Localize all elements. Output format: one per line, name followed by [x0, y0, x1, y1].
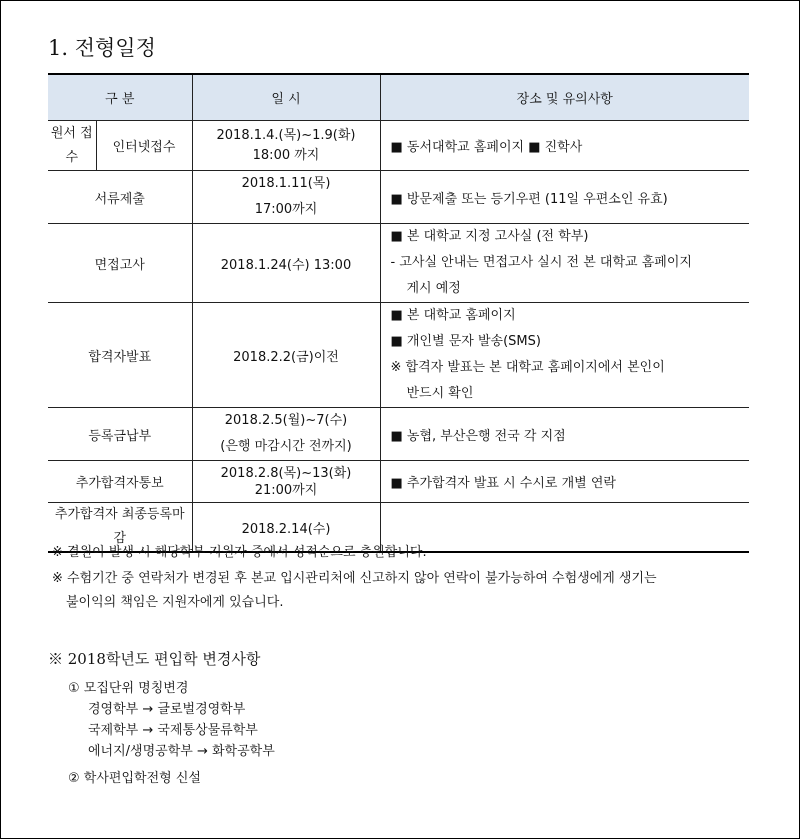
table-header-row [48, 74, 749, 121]
row-name: 추가합격자 최종등록마감 [48, 503, 192, 553]
footnote: ※ 결원이 발생 시 해당학부 지원자 중에서 성적순으로 충원합니다. [52, 545, 427, 560]
row-notes [380, 303, 749, 408]
change-item: ① 모집단위 명칭변경 [68, 681, 189, 696]
changes-list [68, 678, 275, 789]
note-line: ■ 추가합격자 발표 시 수시로 개별 연락 [390, 476, 616, 491]
note-line: ■ 농협, 부산은행 전국 각 지점 [390, 428, 566, 444]
rename-line: 경영학부 → 글로벌경영학부 [88, 702, 246, 717]
header-datetime: 일 시 [192, 74, 380, 121]
note-line: ■ 동서대학교 홈페이지 ■ 진학사 [390, 140, 583, 155]
section-title: 1. 전형일정 [48, 36, 156, 60]
row-name: 면접고사 [48, 224, 192, 303]
date-line: 2018.2.8(목)~13(화) [220, 465, 352, 481]
note-line: 게시 예정 [406, 281, 461, 296]
note-line: 반드시 확인 [406, 386, 474, 401]
rename-line: 국제학부 → 국제통상물류학부 [88, 723, 258, 738]
date-line: 21:00까지 [254, 482, 318, 498]
footnote: ※ 수험기간 중 연락처가 변경된 후 본교 입시관리처에 신고하지 않아 연락이 불가능하여 수험생에게 생기는 [52, 571, 657, 586]
row-name: 등록금납부 [48, 408, 192, 461]
note-line: ■ 개인별 문자 발송(SMS) [390, 334, 541, 349]
footnote: 불이익의 책임은 지원자에게 있습니다. [66, 595, 284, 610]
row-notes [380, 408, 749, 461]
row-notes [380, 171, 749, 224]
note-line: - 고사실 안내는 면접고사 실시 전 본 대학교 홈페이지 [390, 255, 692, 270]
row-date: 2018.1.24(수) 13:00 [192, 224, 380, 303]
table-row [48, 461, 749, 503]
date-line: 18:00 까지 [252, 147, 320, 163]
row-date: 2018.2.14(수) [192, 503, 380, 553]
schedule-table [48, 73, 749, 553]
row-name: 합격자발표 [48, 303, 192, 408]
date-line: 2018.2.5(월)~7(수) [224, 413, 348, 428]
row-name: 인터넷접수 [96, 121, 192, 171]
row-notes [380, 224, 749, 303]
date-line: (은행 마감시간 전까지) [220, 439, 352, 454]
date-line: 17:00까지 [254, 202, 318, 217]
header-notes: 장소 및 유의사항 [380, 74, 749, 121]
row-notes [380, 503, 749, 553]
table-row [48, 121, 749, 171]
row-name: 추가합격자통보 [48, 461, 192, 503]
row-date [192, 171, 380, 224]
row-date [192, 461, 380, 503]
table-row [48, 408, 749, 461]
date-line: 2018.1.11(목) [241, 176, 331, 191]
row-date [192, 121, 380, 171]
note-line: ■ 본 대학교 홈페이지 [390, 308, 516, 323]
row-date: 2018.2.2(금)이전 [192, 303, 380, 408]
changes-title: ※ 2018학년도 편입학 변경사항 [48, 650, 261, 668]
table-row [48, 303, 749, 408]
rename-line: 에너지/생명공학부 → 화학공학부 [88, 744, 275, 759]
date-line: 2018.1.4.(목)~1.9(화) [216, 127, 356, 143]
row-notes [380, 461, 749, 503]
row-notes [380, 121, 749, 171]
note-line: ■ 방문제출 또는 등기우편 (11일 우편소인 유효) [390, 191, 668, 207]
note-line: ※ 합격자 발표는 본 대학교 홈페이지에서 본인이 [390, 360, 665, 375]
table-row [48, 224, 749, 303]
header-category: 구 분 [48, 74, 192, 121]
change-item: ② 학사편입학전형 신설 [68, 771, 201, 786]
row-date [192, 408, 380, 461]
apply-group-label: 원서 접수 [48, 121, 96, 171]
row-name: 서류제출 [48, 171, 192, 224]
table-row [48, 171, 749, 224]
note-line: ■ 본 대학교 지정 고사실 (전 학부) [390, 229, 589, 244]
